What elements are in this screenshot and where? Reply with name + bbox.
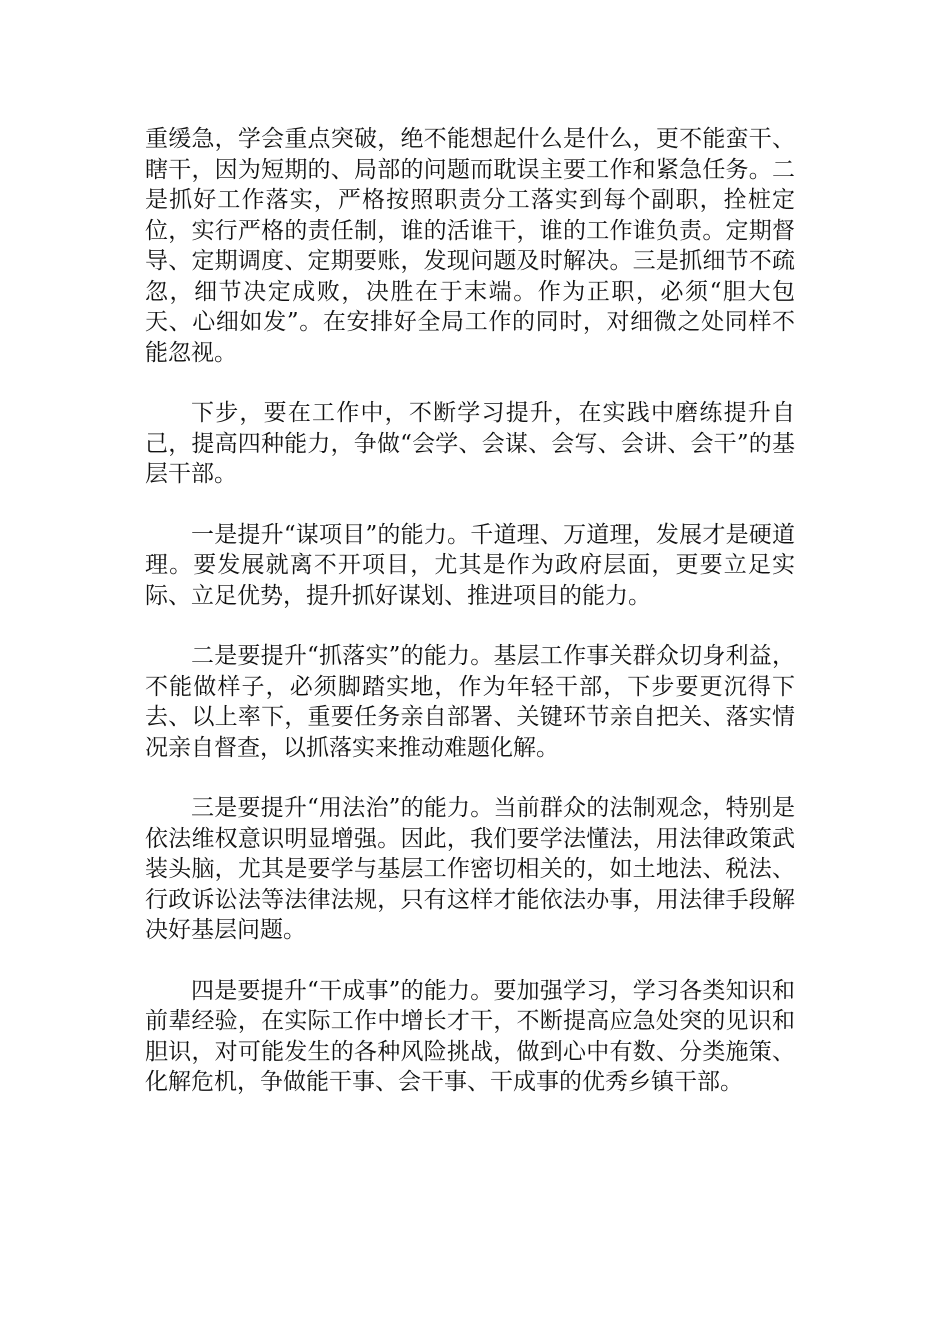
paragraph-ability-implementation: 二是要提升“抓落实”的能力。基层工作事关群众切身利益，不能做样子，必须脚踏实地，作为年轻干部，下步要更沉得下去、以上率下，重要任务亲自部署、关键环节亲自把关、落实情况亲自督查，以抓落实来推动难题化解。 bbox=[145, 643, 795, 761]
paragraph-continuation: 重缓急，学会重点突破，绝不能想起什么是什么，更不能蛮干、瞎干，因为短期的、局部的问题而耽误主要工作和紧急任务。二是抓好工作落实，严格按照职责分工落实到每个副职，拴桩定位，实行严格的责任制，谁的活谁干，谁的工作谁负责。定期督导、定期调度、定期要账，发现问题及时解决。三是抓细节不疏忽，细节决定成败，决胜在于末端。作为正职，必须“胆大包天、心细如发”。在安排好全局工作的同时，对细微之处同样不能忽视。 bbox=[145, 126, 795, 366]
paragraph-next-steps: 下步，要在工作中，不断学习提升，在实践中磨练提升自己，提高四种能力，争做“会学、会谋、会写、会讲、会干”的基层干部。 bbox=[145, 400, 795, 487]
paragraph-ability-projects: 一是提升“谋项目”的能力。千道理、万道理，发展才是硬道理。要发展就离不开项目，尤其是作为政府层面，更要立足实际、立足优势，提升抓好谋划、推进项目的能力。 bbox=[145, 521, 795, 609]
paragraph-ability-rule-of-law: 三是要提升“用法治”的能力。当前群众的法制观念，特别是依法维权意识明显增强。因此，我们要学法懂法，用法律政策武装头脑，尤其是要学与基层工作密切相关的，如土地法、税法、行政诉讼法等法律法规，只有这样才能依法办事，用法律手段解决好基层问题。 bbox=[145, 795, 795, 943]
document-body bbox=[145, 124, 795, 1128]
paragraph-ability-accomplishment: 四是要提升“干成事”的能力。要加强学习，学习各类知识和前辈经验，在实际工作中增长才干，不断提高应急处突的见识和胆识，对可能发生的各种风险挑战，做到心中有数、分类施策、化解危机，争做能干事、会干事、干成事的优秀乡镇干部。 bbox=[145, 977, 795, 1095]
